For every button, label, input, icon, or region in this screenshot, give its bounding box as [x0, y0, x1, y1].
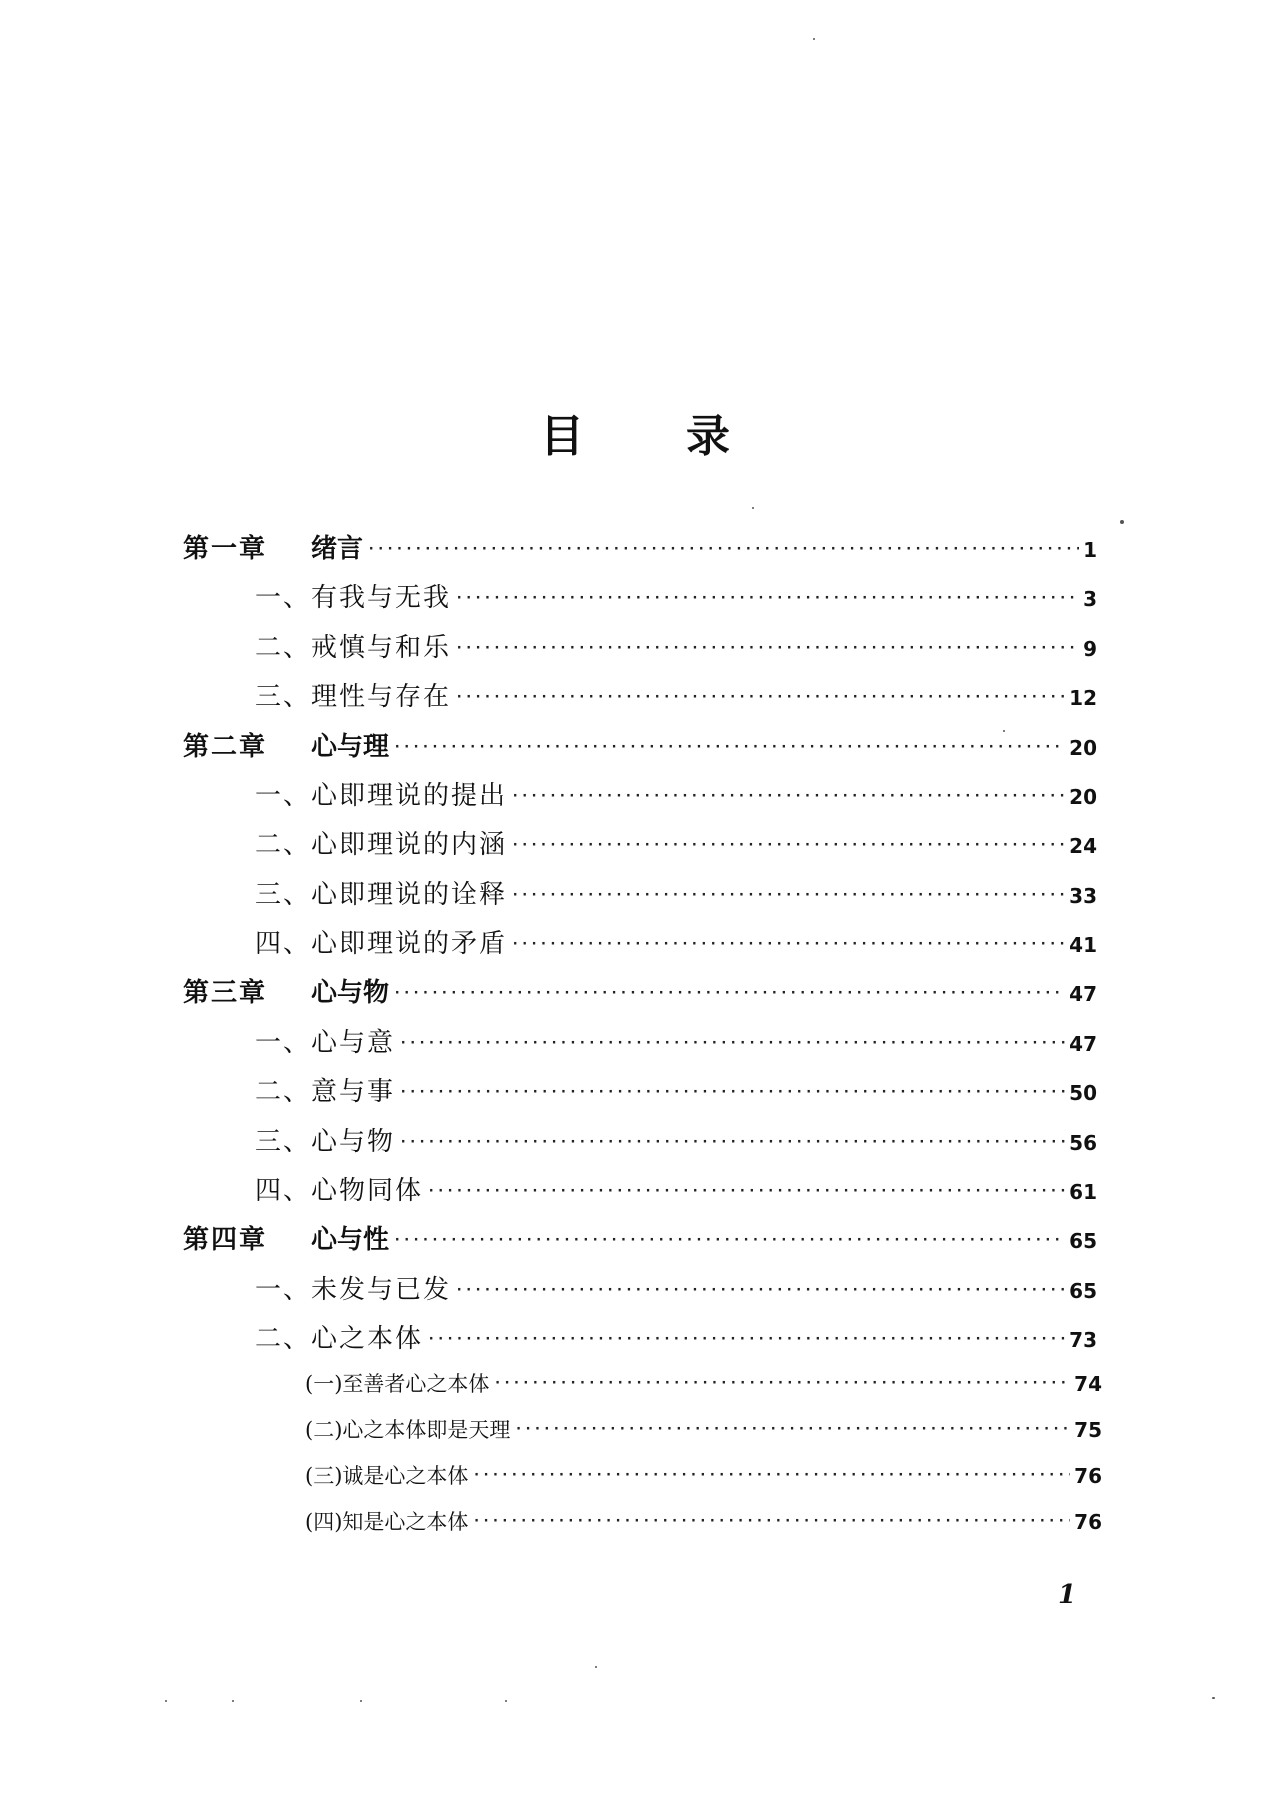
toc-entry-label: 三、心与物: [255, 1127, 396, 1157]
scan-speck: [505, 1700, 507, 1702]
toc-section-entry: [255, 676, 1097, 713]
toc-page-number: 50: [1069, 1081, 1097, 1105]
title-char-1: 目: [540, 411, 586, 462]
toc-section-entry: [255, 1269, 1097, 1306]
toc-chapter-entry: [183, 528, 1097, 565]
toc-subsection-entry: [305, 1414, 1102, 1444]
dot-leader: [472, 1513, 1070, 1529]
dot-leader: [511, 936, 1065, 952]
chapter-number: 第四章: [183, 1225, 268, 1255]
scan-speck: [165, 1700, 167, 1702]
toc-entry-label: [183, 972, 389, 1009]
toc-page-number: 47: [1069, 1032, 1097, 1056]
toc-chapter-entry: [183, 972, 1097, 1009]
toc-page-number: 75: [1074, 1418, 1102, 1442]
dot-leader: [455, 1282, 1065, 1298]
scan-speck: [752, 507, 754, 509]
dot-leader: [399, 1035, 1065, 1051]
scan-speck: [813, 38, 815, 40]
dot-leader: [393, 739, 1065, 755]
chapter-number: 第三章: [183, 978, 268, 1008]
dot-leader: [455, 689, 1065, 705]
toc-page-number: 76: [1074, 1464, 1102, 1488]
toc-page-number: 33: [1069, 884, 1097, 908]
toc-subsection-entry: [305, 1506, 1102, 1536]
toc-section-entry: [255, 1170, 1097, 1207]
dot-leader: [493, 1375, 1070, 1391]
toc-page-number: 73: [1069, 1328, 1097, 1352]
dot-leader: [399, 1084, 1065, 1100]
toc-section-entry: [255, 577, 1097, 614]
toc-entry-label: [183, 1219, 389, 1256]
toc-page-number: 76: [1074, 1510, 1102, 1534]
toc-entry-label: [183, 726, 389, 763]
dot-leader: [393, 1232, 1065, 1248]
page-title: [0, 400, 1272, 464]
toc-entry-label: (四)知是心之本体: [305, 1510, 469, 1534]
toc-entry-label: 一、心即理说的提出: [255, 781, 508, 811]
toc-page-number: 74: [1074, 1372, 1102, 1396]
chapter-number: 第一章: [183, 534, 268, 564]
dot-leader: [455, 640, 1079, 656]
toc-entry-label: [183, 528, 363, 565]
toc-section-entry: [255, 874, 1097, 911]
toc-chapter-entry: [183, 726, 1097, 763]
dot-leader: [393, 985, 1065, 1001]
chapter-title: 绪言: [311, 534, 364, 564]
scan-speck: [595, 1666, 597, 1668]
chapter-title: 心与理: [311, 732, 390, 762]
toc-section-entry: [255, 1318, 1097, 1355]
scan-speck: [360, 1700, 362, 1702]
toc-page-number: 1: [1083, 538, 1097, 562]
dot-leader: [455, 590, 1079, 606]
toc-page-number: 12: [1069, 686, 1097, 710]
toc-entry-label: 二、心之本体: [255, 1324, 424, 1354]
toc-entry-label: (二)心之本体即是天理: [305, 1418, 511, 1442]
toc-subsection-entry: [305, 1368, 1102, 1398]
dot-leader: [514, 1421, 1070, 1437]
toc-entry-label: 一、未发与已发: [255, 1275, 452, 1305]
dot-leader: [511, 837, 1065, 853]
toc-entry-label: 一、心与意: [255, 1028, 396, 1058]
dot-leader: [427, 1183, 1065, 1199]
toc-page-number: 61: [1069, 1180, 1097, 1204]
toc-page-number: 65: [1069, 1279, 1097, 1303]
title-char-2: 录: [686, 411, 732, 462]
toc-subsection-entry: [305, 1460, 1102, 1490]
toc-entry-label: 一、有我与无我: [255, 583, 452, 613]
toc-page-number: 20: [1069, 736, 1097, 760]
dot-leader: [511, 788, 1065, 804]
toc-entry-label: (三)诚是心之本体: [305, 1464, 469, 1488]
page-number: 1: [1058, 1580, 1077, 1610]
toc-section-entry: [255, 1071, 1097, 1108]
toc-entry-label: 三、心即理说的诠释: [255, 880, 508, 910]
toc-section-entry: [255, 1121, 1097, 1158]
toc-page-number: 3: [1083, 587, 1097, 611]
toc-entry-label: (一)至善者心之本体: [305, 1372, 490, 1396]
toc-entry-label: 二、心即理说的内涵: [255, 830, 508, 860]
toc-page-number: 65: [1069, 1229, 1097, 1253]
toc-page-number: 47: [1069, 982, 1097, 1006]
toc-chapter-entry: [183, 1219, 1097, 1256]
dot-leader: [472, 1467, 1070, 1483]
toc-page-number: 20: [1069, 785, 1097, 809]
toc-page-number: 24: [1069, 834, 1097, 858]
toc-page-number: 41: [1069, 933, 1097, 957]
dot-leader: [399, 1134, 1065, 1150]
toc-entry-label: 四、心物同体: [255, 1176, 424, 1206]
toc-page-number: 9: [1083, 637, 1097, 661]
scan-speck: [232, 1700, 234, 1702]
scan-speck: [1120, 520, 1124, 524]
toc-section-entry: [255, 824, 1097, 861]
toc-section-entry: [255, 1022, 1097, 1059]
toc-section-entry: [255, 627, 1097, 664]
chapter-title: 心与物: [311, 978, 390, 1008]
dot-leader: [427, 1331, 1065, 1347]
scan-speck: [1212, 1697, 1215, 1699]
toc-entry-label: 二、戒慎与和乐: [255, 633, 452, 663]
toc-page-number: 56: [1069, 1131, 1097, 1155]
scan-speck: [1003, 730, 1005, 732]
dot-leader: [511, 887, 1065, 903]
toc-section-entry: [255, 775, 1097, 812]
dot-leader: [367, 541, 1079, 557]
chapter-number: 第二章: [183, 732, 268, 762]
chapter-title: 心与性: [311, 1225, 390, 1255]
toc-entry-label: 四、心即理说的矛盾: [255, 929, 508, 959]
toc-section-entry: [255, 923, 1097, 960]
toc-entry-label: 三、理性与存在: [255, 682, 452, 712]
toc-entry-label: 二、意与事: [255, 1077, 396, 1107]
